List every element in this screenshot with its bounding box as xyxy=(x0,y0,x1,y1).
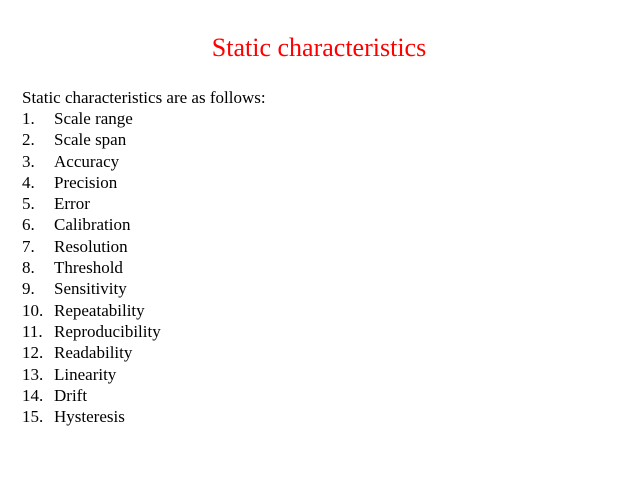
item-text: Repeatability xyxy=(54,300,145,320)
item-number: 1. xyxy=(22,109,35,128)
list-item xyxy=(22,236,161,257)
list-item xyxy=(22,406,161,427)
item-text: Precision xyxy=(54,172,118,192)
item-text: Hysteresis xyxy=(54,407,125,427)
item-number: 5. xyxy=(22,194,35,214)
intro-text: Static characteristics are as follows: xyxy=(22,88,266,107)
item-number: 4. xyxy=(22,172,35,192)
item-text: Threshold xyxy=(54,258,123,278)
list-item xyxy=(22,129,161,150)
list-item xyxy=(22,385,161,406)
item-number: 6. xyxy=(22,215,35,235)
list-item xyxy=(22,321,161,342)
item-number: 13. xyxy=(22,364,44,384)
list-item xyxy=(22,257,161,278)
item-text: Error xyxy=(54,194,90,214)
item-number: 9. xyxy=(22,279,35,299)
item-number: 12. xyxy=(22,343,44,363)
item-number: 3. xyxy=(22,151,35,171)
item-text: Linearity xyxy=(54,364,117,384)
item-number: 8. xyxy=(22,258,35,278)
item-text: Scale range xyxy=(54,109,133,128)
characteristics-list xyxy=(22,108,161,427)
item-text: Sensitivity xyxy=(54,279,127,299)
list-item xyxy=(22,172,161,193)
list-item xyxy=(22,151,161,172)
item-number: 11. xyxy=(22,321,43,341)
item-text: Reproducibility xyxy=(54,321,161,341)
list-item xyxy=(22,108,161,129)
list-item xyxy=(22,364,161,385)
item-number: 7. xyxy=(22,236,35,256)
item-text: Drift xyxy=(54,385,88,405)
slide-title: Static characteristics xyxy=(211,33,427,62)
item-number: 15. xyxy=(22,407,44,427)
list-item xyxy=(22,214,161,235)
list-item xyxy=(22,342,161,363)
list-item xyxy=(22,193,161,214)
item-text: Readability xyxy=(54,343,133,363)
item-text: Calibration xyxy=(54,215,131,235)
list-item xyxy=(22,278,161,299)
item-text: Accuracy xyxy=(54,151,120,171)
item-number: 10. xyxy=(22,300,44,320)
item-text: Resolution xyxy=(54,236,128,256)
item-number: 2. xyxy=(22,130,35,150)
item-number: 14. xyxy=(22,385,44,405)
item-text: Scale span xyxy=(54,130,127,150)
list-item xyxy=(22,300,161,321)
